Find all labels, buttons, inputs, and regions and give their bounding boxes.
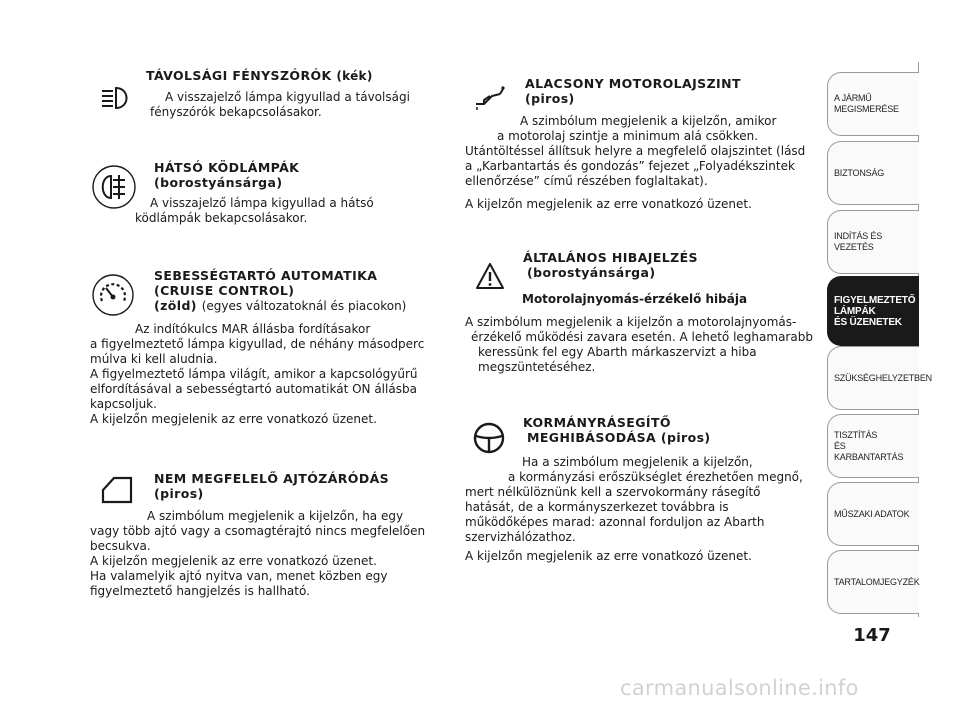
- tab-vehicle-overview[interactable]: A JÁRMŰ MEGISMERÉSE: [827, 72, 919, 136]
- tab-emergency[interactable]: SZÜKSÉGHELYZETBEN: [827, 346, 919, 410]
- tab-maintenance[interactable]: TISZTÍTÁS ÉS KARBANTARTÁS: [827, 414, 919, 478]
- rear-fog-section: HÁTSÓ KÖDLÁMPÁK (borostyánsárga) A visszajelző lámpa kigyullad a hátsó ködlámpák bekapcsolásakor.: [135, 160, 374, 225]
- steering-section: KORMÁNYRÁSEGÍTŐ MEGHIBÁSODÁSA (piros) Ha a szimbólum megjelenik a kijelzőn, a kormányzási erőszükséglet érezhetően megnő, mert nélkülöznünk kell a szervokormány rásegítő hatását, de a kormányszerkezet továbbra is működőképes marad: azonnal forduljon az Abarth szervizhálózathoz. A kijelzőn megjelenik az erre vonatkozó üzenet.: [465, 415, 803, 563]
- page-number: 147: [853, 625, 891, 646]
- tab-technical-data[interactable]: MŰSZAKI ADATOK: [827, 482, 919, 546]
- cruise-control-section: SEBESSÉGTARTÓ AUTOMATIKA (CRUISE CONTROL) (zöld) (egyes változatoknál és piacokon) Az indítókulcs MAR állásba fordításakor a figyelmeztető lámpa kigyullad, de néhány másodperc múlva ki kell aludnia. A figyelmeztető lámpa világít, amikor a kapcsológyűrű elfordításával a sebességtartó automatikát ON állásba kapcsoljuk. A kijelzőn megjelenik az erre vonatkozó üzenet.: [90, 268, 425, 426]
- door-section: NEM MEGFELELŐ AJTÓZÁRÓDÁS (piros) A szimbólum megjelenik a kijelzőn, ha egy vagy több ajtó vagy a csomagtérajtó nincs megfelelően becsukva. A kijelzőn megjelenik az erre vonatkozó üzenet. Ha valamelyik ajtó nyitva van, menet közben egy figyelmeztető hangjelzés is hallható.: [90, 471, 426, 598]
- tab-safety[interactable]: BIZTONSÁG: [827, 141, 919, 205]
- tab-index[interactable]: TARTALOMJEGYZÉK: [827, 550, 919, 614]
- watermark: carmanualsonline.info: [620, 676, 859, 700]
- tab-starting-driving[interactable]: INDÍTÁS ÉS VEZETÉS: [827, 210, 919, 274]
- section-body: A visszajelző lámpa kigyullad a távolsági fényszórók bekapcsolásakor.: [150, 90, 410, 119]
- high-beam-section: [90, 68, 450, 120]
- oil-level-section: ALACSONY MOTOROLAJSZINT (piros) A szimbólum megjelenik a kijelzőn, amikor a motorolaj szintje a minimum alá csökken. Utántöltéssel állítsuk helyre a megfelelő olajszintet (lásd a „Karbantartás és gondozás” fejezet „Folyadékszintek ellenőrzése” című részében foglaltakat). A kijelzőn megjelenik az erre vonatkozó üzenet.: [465, 76, 806, 211]
- section-title: TÁVOLSÁGI FÉNYSZÓRÓK (kék): [146, 68, 373, 83]
- general-fault-section: ÁLTALÁNOS HIBAJELZÉS (borostyánsárga) Motorolajnyomás-érzékelő hibája A szimbólum megjelenik a kijelzőn a motorolajnyomás- érzékelő működési zavara esetén. A lehető leghamarabb keressünk fel egy Abarth márkaszervizt a hiba megszüntetéséhez.: [465, 250, 813, 374]
- tab-warning-lights[interactable]: FIGYELMEZTETŐ LÁMPÁK ÉS ÜZENETEK: [827, 276, 919, 346]
